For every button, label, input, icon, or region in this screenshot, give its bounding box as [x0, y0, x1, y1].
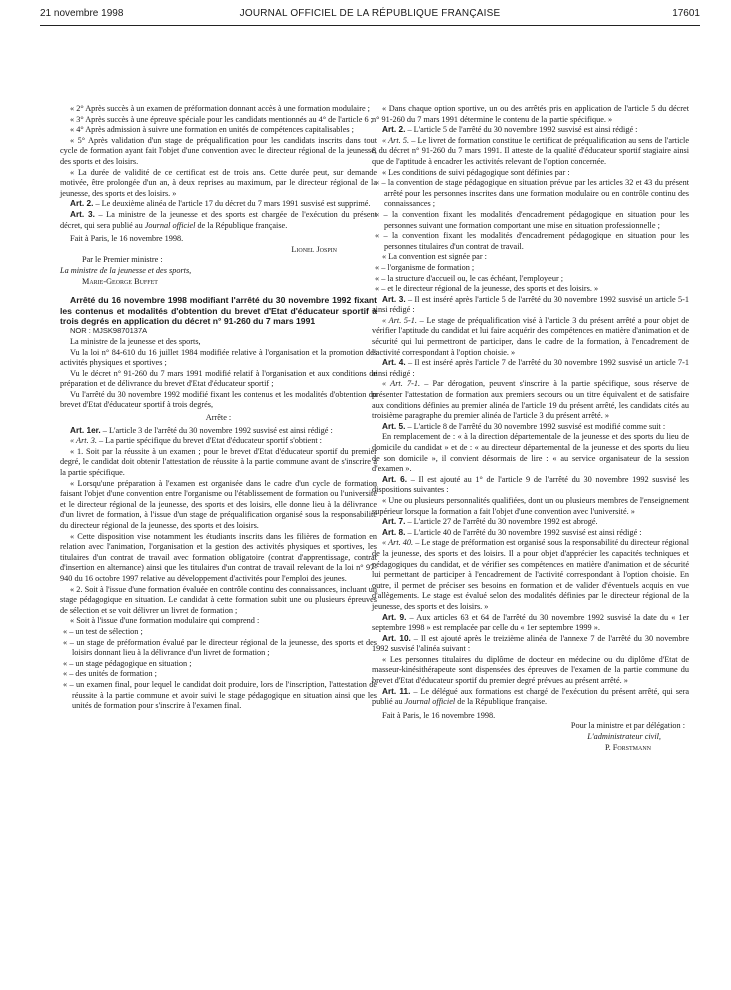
list-item: « – et le directeur régional de la jeunesse, des sports et des loisirs. » — [375, 284, 599, 294]
article-3: Art. 3. – La ministre de la jeunesse et des sports est chargée de l'exécution du présent décret, qui sera publié au Journal officiel de la République française. — [60, 209, 377, 230]
list-item: « – des unités de formation ; — [63, 669, 157, 679]
paragraph: En remplacement de : « à la direction départementale de la jeunesse et des sports du lieu de domicile du candidat » et de : « au directeur départemental de la jeunesse et des sports du lieu de son domicile », il convient désormais de lire : « au service organisateur de la session d'examen ». — [372, 432, 689, 474]
paragraph: « Cette disposition vise notamment les étudiants inscrits dans les filières de formation en relation avec l'animation, l'organisation et la gestion des activités physiques et sportives, les titulaires d'un contrat de travail avec formation obligatoire (contrat d'apprentissage, contrat d'insertion en alternance) ainsi que les titulaires d'un contrat de travail relevant de la loi n° 97-940 du 16 octobre 1997 relative au développement d'activités pour l'emploi des jeunes. — [60, 531, 377, 583]
article-label: Art. 6. — [382, 474, 408, 484]
pour-la-ministre: Pour la ministre et par délégation : — [570, 721, 685, 731]
right-column — [372, 104, 689, 753]
article-2: Art. 2. – Le deuxième alinéa de l'article 17 du décret du 7 mars 1991 susvisé est supprimé. — [70, 199, 371, 209]
article-label: « Art. 7-1. — [382, 379, 421, 389]
article-2: Art. 2. – L'article 5 de l'arrêté du 30 novembre 1992 susvisé est ainsi rédigé : — [382, 125, 638, 135]
journal-title: JOURNAL OFFICIEL DE LA RÉPUBLIQUE FRANÇAISE — [239, 8, 501, 19]
page-number: 17601 — [672, 8, 700, 19]
paragraph: « Les conditions de suivi pédagogique sont définies par : — [382, 167, 570, 177]
article-3-quote: « Art. 3. – La partie spécifique du brevet d'Etat d'éducateur sportif s'obtient : — [70, 436, 322, 446]
article-6: Art. 6. – Il est ajouté au 1° de l'article 9 de l'arrêté du 30 novembre 1992 susvisé les dispositions suivantes : — [372, 474, 689, 495]
paragraph: « La durée de validité de ce certificat est de trois ans. Cette durée peut, sur demande motivée, être prolongée d'un an, à deux reprises au maximum, par le directeur régional de la jeunesse, des sports et des loisirs. » — [60, 167, 377, 198]
article-5-1-quote: « Art. 5-1. – Le stage de préqualification visé à l'article 3 du présent arrêté a pour objet de vérifier l'aptitude du candidat et lui faire acquérir des compétences en matière d'animation et de sécurité qui lui permettront de participer, dans le cadre de la formation, à l'encadrement de l'activité correspondant à l'option choisie. » — [372, 315, 690, 357]
paragraph: « La convention est signée par : — [382, 252, 487, 262]
article-label: « Art. 3. — [70, 436, 97, 446]
paragraph: « 5° Après validation d'un stage de préqualification pour les candidats inscrits dans tout cycle de formation ayant fait l'objet d'une convention avec le directeur régional de la jeunesse, des sports et des loisirs. — [60, 135, 377, 166]
article-label: « Art. 40. — [382, 538, 414, 548]
article-label: Art. 7. — [382, 517, 406, 527]
article-5-quote: « Art. 5. – Le livret de formation constitue le certificat de préqualification au sens de l'article 8 du décret n° 91-260 du 7 mars 1991. Il atteste de la qualité d'éducateur sportif stagiaire ainsi que de l'aptitude à encadrer les activités relevant de l'option concernée. — [372, 135, 689, 166]
list-item: « – la convention de stage pédagogique en situation prévue par les articles 32 et 43 du présent arrêté pour les personnes inscrites dans une formation modulaire ou en contrôle continu des connaissances ; — [375, 178, 689, 209]
list-item: « – un stage pédagogique en situation ; — [63, 658, 192, 668]
list-item: « – la structure d'accueil ou, le cas échéant, l'employeur ; — [375, 273, 564, 283]
signature-name: Marie-George Buffet — [82, 276, 158, 286]
header-date: 21 novembre 1998 — [40, 8, 124, 19]
paragraph: « 3° Après succès à une épreuve spéciale pour les candidats mentionnés au 4° de l'article 6 ; — [70, 114, 373, 124]
la-ministre: La ministre de la jeunesse et des sports, — [60, 265, 192, 275]
arrete-title: Arrêté du 16 novembre 1998 modifiant l'arrêté du 30 novembre 1992 fixant les contenus et modalités d'obtention du brevet d'Etat d'éducateur sportif à trois degrés en application du décret n° 91-260 du 7 mars 1991 — [60, 295, 377, 326]
paragraph: « 1. Soit par la réussite à un examen ; pour le brevet d'Etat d'éducateur sportif du premier degré, le candidat doit obtenir l'attestation de réussite à la partie commune avant de s'inscrire à la partie spécifique. — [60, 446, 377, 478]
paragraph: « 4° Après admission à suivre une formation en unités de compétences capitalisables ; — [70, 125, 354, 135]
left-column — [60, 104, 377, 712]
article-7: Art. 7. – L'article 27 de l'arrêté du 30 novembre 1992 est abrogé. — [382, 517, 598, 527]
paragraph: Vu le décret n° 91-260 du 7 mars 1991 modifié relatif à l'organisation et aux conditions de préparation et de délivrance du brevet d'Etat d'éducateur sportif ; — [60, 368, 377, 389]
article-label: Art. 11. — [382, 686, 411, 696]
article-label: « Art. 5. — [382, 135, 410, 145]
list-item: « – la convention fixant les modalités d'encadrement pédagogique en situation pour les personnes titulaires d'un contrat de travail. — [375, 231, 689, 251]
paragraph: « Une ou plusieurs personnalités qualifiées, dont un ou plusieurs membres de l'enseignement supérieur lorsque la formation a fait l'objet d'une convention avec l'université. » — [372, 495, 689, 516]
article-3: Art. 3. – Il est inséré après l'article 5 de l'arrêté du 30 novembre 1992 susvisé un article 5-1 ainsi rédigé : — [372, 294, 689, 315]
nor-reference: NOR : MJSK9870137A — [70, 326, 148, 336]
par-le-premier-ministre: Par le Premier ministre : — [82, 255, 163, 265]
signature-name: Lionel Jospin — [291, 244, 337, 254]
list-item: « – la convention fixant les modalités d'encadrement pédagogique en situation pour les personnes suivant une formation comportant une mise en situation professionnelle ; — [375, 209, 689, 230]
arrete-heading: Arrête : — [205, 413, 232, 423]
paragraph: « Dans chaque option sportive, un ou des arrêtés pris en application de l'article 5 du décret n° 91-260 du 7 mars 1991 détermine le contenu de la partie spécifique. » — [372, 104, 689, 124]
article-11: Art. 11. – Le délégué aux formations est chargé de l'exécution du présent arrêté, qui sera publié au Journal officiel de la République française. — [372, 686, 689, 707]
article-40-quote: « Art. 40. – Le stage de préformation est organisé sous la responsabilité du directeur régional de la jeunesse, des sports et des loisirs. Il a pour objet d'apprécier les capacités techniques et pédagogiques du candidat, et de vérifier ses compétences en matière d'animation et de sécurité lui permettant de participer à l'encadrement de l'activité correspondant à l'option choisie. En outre, il permet de préciser ses besoins en formation et de valider d'éventuels acquis en vue d'allègements. Le stage est évalué selon des modalités définies par le directeur régional de la jeunesse, des sports et des loisirs. » — [372, 538, 689, 611]
paragraph: « 2° Après succès à un examen de préformation donnant accès à une formation modulaire ; — [70, 104, 370, 113]
article-1: Art. 1er. – L'article 3 de l'arrêté du 30 novembre 1992 susvisé est ainsi rédigé : — [70, 425, 333, 435]
paragraph: « 2. Soit à l'issue d'une formation évaluée en contrôle continu des connaissances, incluant un stage pédagogique en situation. Le candidat à cette formation subit une ou plusieurs épreuves de sélection et se voit délivrer un livret de formation ; — [60, 584, 377, 615]
article-label: Art. 4. — [382, 358, 406, 368]
list-item: « – un examen final, pour lequel le candidat doit produire, lors de l'inscription, l'attestation de réussite à la partie commune et avoir suivi le stage pédagogique en situation ainsi que les unités de formation pour s'inscrire à l'examen final. — [63, 679, 377, 711]
article-label: « Art. 5-1. — [382, 315, 417, 325]
signature-name: P. Forstmann — [604, 742, 651, 752]
article-label: Art. 9. — [382, 612, 407, 622]
paragraph: Vu l'arrêté du 30 novembre 1992 modifié fixant les contenus et les modalités d'obtention du brevet d'Etat d'éducateur sportif à trois degrés, — [60, 389, 377, 410]
article-7-1-quote: « Art. 7-1. – Par dérogation, peuvent s'inscrire à la partie spécifique, sous réserve de présenter l'attestation de formation aux premiers secours ou un titre équivalent et de satisfaire aux conditions définies au premier alinéa de l'article 19 du présent arrêté, les candidats cités au troisième paragraphe du premier alinéa de l'article 3 du présent arrêté. » — [372, 379, 689, 421]
article-label: Art. 2. — [382, 125, 406, 135]
article-label: Art. 8. — [382, 527, 406, 537]
article-label: Art. 2. — [70, 199, 94, 209]
article-label: Art. 5. — [382, 421, 406, 431]
article-9: Art. 9. – Aux articles 63 et 64 de l'arrêté du 30 novembre 1992 susvisé la date du « 1er septembre 1998 » est remplacée par celle du « 1er septembre 1999 ». — [372, 612, 689, 633]
fait-a-paris: Fait à Paris, le 16 novembre 1998. — [70, 234, 184, 244]
article-label: Art. 1er. — [70, 425, 101, 435]
article-8: Art. 8. – L'article 40 de l'arrêté du 30 novembre 1992 susvisé est ainsi rédigé : — [382, 527, 642, 537]
paragraph: « Lorsqu'une préparation à l'examen est organisée dans le cadre d'un cycle de formation faisant l'objet d'une convention entre l'organisme ou l'établissement de formation ou l'université et le directeur régional de la jeunesse, des sports et des loisirs, elle donne lieu à la délivrance d'un livret de formation, à l'issue d'un stage de préqualification organisé sous la responsabilité du directeur régional de la jeunesse, des sports et des loisirs. — [60, 478, 377, 530]
article-label: Art. 3. — [382, 294, 406, 304]
article-label: Art. 3. — [70, 209, 95, 219]
article-5: Art. 5. – L'article 8 de l'arrêté du 30 novembre 1992 susvisé est modifié comme suit : — [382, 421, 666, 431]
article-10: Art. 10. – Il est ajouté après le treizième alinéa de l'annexe 7 de l'arrêté du 30 novembre 1992 susvisé l'alinéa suivant : — [372, 633, 690, 654]
fait-a-paris: Fait à Paris, le 16 novembre 1998. — [382, 710, 496, 720]
paragraph: La ministre de la jeunesse et des sports, — [70, 336, 201, 346]
paragraph: Vu la loi n° 84-610 du 16 juillet 1984 modifiée relative à l'organisation et la promotion des activités physiques et sportives ; — [60, 347, 377, 368]
page-header — [40, 8, 700, 22]
article-4: Art. 4. – Il est inséré après l'article 7 de l'arrêté du 30 novembre 1992 susvisé un article 7-1 ainsi rédigé : — [372, 358, 689, 378]
header-rule — [40, 25, 700, 26]
list-item: « – un test de sélection ; — [63, 626, 143, 636]
paragraph: « Soit à l'issue d'une formation modulaire qui comprend : — [70, 616, 260, 626]
list-item: « – un stage de préformation évalué par le directeur régional de la jeunesse, des sports et des loisirs donnant lieu à la délivrance d'un livret de formation ; — [63, 637, 377, 658]
administrateur: L'administrateur civil, — [587, 732, 661, 742]
list-item: « – l'organisme de formation ; — [375, 262, 475, 272]
paragraph: « Les personnes titulaires du diplôme de docteur en médecine ou du diplôme d'Etat de masseur-kinésithérapeute sont dispensées des épreuves de l'examen de la partie commune du brevet d'Etat d'éducateur sportif du premier degré prévues au présent arrêté. » — [372, 654, 689, 686]
article-label: Art. 10. — [382, 633, 411, 643]
